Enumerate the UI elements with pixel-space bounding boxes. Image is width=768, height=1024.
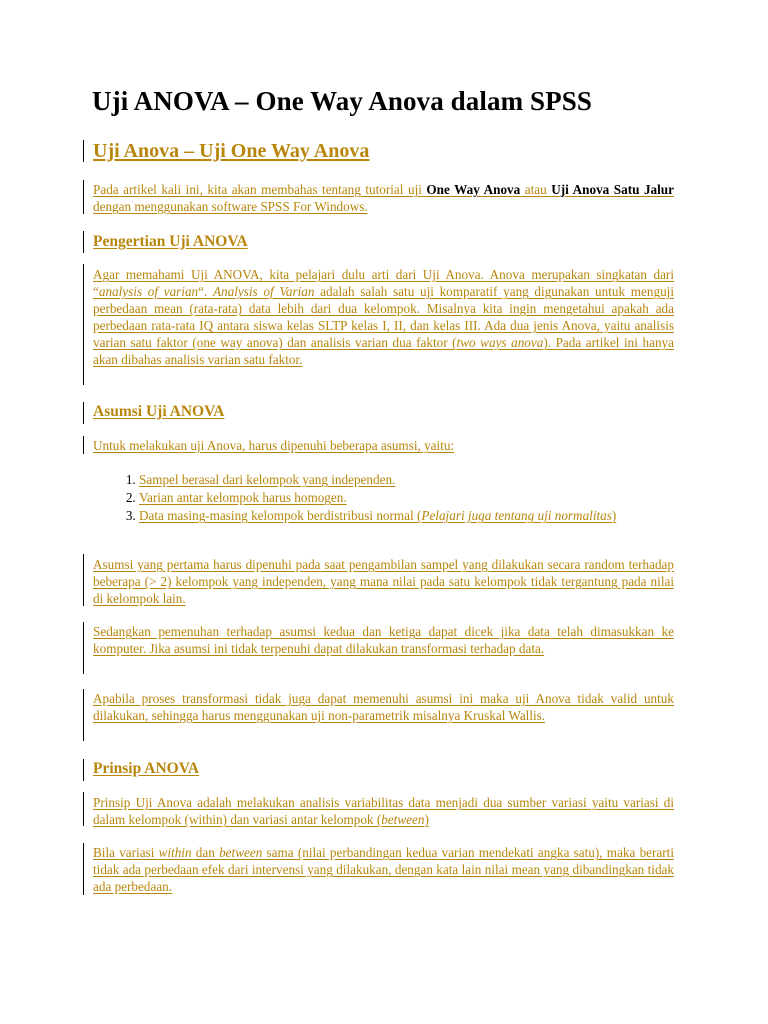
italic-run: within <box>158 845 192 860</box>
margin-bar <box>83 264 84 385</box>
asumsi-paragraph-3[interactable]: Apabila proses transformasi tidak juga dapat memenuhi asumsi ini maka uji Anova tidak valid untuk dilakukan, sehingga harus menggunakan uji non-parametrik misalnya Kruskal Wallis. <box>93 691 674 723</box>
pengertian-paragraph[interactable] <box>93 266 674 368</box>
heading-pengertian[interactable]: Pengertian Uji ANOVA <box>93 233 248 250</box>
text-run: Data masing-masing kelompok berdistribusi normal ( <box>139 508 422 523</box>
margin-bar <box>83 436 84 454</box>
margin-bar <box>83 843 84 895</box>
text-run: Bila variasi <box>93 845 159 860</box>
section-heading[interactable]: Uji Anova – Uji One Way Anova <box>93 140 370 162</box>
asumsi-lead[interactable]: Untuk melakukan uji Anova, harus dipenuhi beberapa asumsi, yaitu: <box>93 438 455 453</box>
margin-bar <box>83 231 84 253</box>
intro-bold: One Way Anova <box>426 182 521 197</box>
asumsi-paragraph-2[interactable]: Sedangkan pemenuhan terhadap asumsi kedua dan ketiga dapat dicek jika data telah dimasukkan ke komputer. Jika asumsi ini tidak terpenuhi dapat dilakukan transformasi terhadap data. <box>93 624 674 656</box>
margin-bar <box>83 792 84 826</box>
italic-run: between <box>381 812 425 827</box>
text-run: Prinsip Uji Anova adalah melakukan analisis variabilitas data menjadi dua sumber variasi yaitu variasi di dalam kelompok (within) dan variasi antar kelompok ( <box>93 795 674 827</box>
asumsi-paragraph-1[interactable]: Asumsi yang pertama harus dipenuhi pada saat pengambilan sampel yang dilakukan secara random terhadap beberapa (> 2) kelompok yang independen, yang mana nilai pada satu kelompok tidak tergantung pada nilai di kelompok lain. <box>93 557 674 606</box>
intro-text: Pada artikel kali ini, kita akan membahas tentang tutorial uji <box>93 182 427 197</box>
page-title: Uji ANOVA – One Way Anova dalam SPSS <box>92 86 592 116</box>
margin-bar <box>83 554 84 606</box>
list-item <box>139 507 674 524</box>
text-run: dan <box>191 845 220 860</box>
margin-bar <box>83 622 84 674</box>
asumsi-list <box>93 471 674 525</box>
heading-prinsip[interactable]: Prinsip ANOVA <box>93 760 200 777</box>
margin-bar <box>83 689 84 741</box>
intro-text: atau <box>520 182 552 197</box>
text-run: ) <box>424 812 429 827</box>
list-item-link[interactable] <box>139 508 616 523</box>
italic-run: Analysis of Varian <box>213 284 315 299</box>
italic-run: two ways anova <box>456 335 544 350</box>
list-item-link[interactable]: Varian antar kelompok harus homogen. <box>139 490 347 505</box>
intro-bold: Uji Anova Satu Jalur <box>551 182 674 197</box>
intro-text: dengan menggunakan software SPSS For Windows. <box>93 199 368 214</box>
italic-run: Pelajari juga tentang uji normalitas <box>421 508 612 523</box>
prinsip-paragraph-2[interactable] <box>93 844 674 895</box>
italic-run: between <box>219 845 263 860</box>
prinsip-paragraph-1[interactable] <box>93 794 674 828</box>
list-item-link[interactable]: Sampel berasal dari kelompok yang independen. <box>139 472 396 487</box>
margin-bar <box>83 180 84 214</box>
text-run: ) <box>611 508 617 523</box>
intro-paragraph[interactable] <box>93 181 674 215</box>
text-run: Agar memahami Uji ANOVA, kita pelajari dulu arti dari Uji Anova. Anova merupakan singkatan dari “ <box>93 267 674 299</box>
margin-bar <box>83 402 84 424</box>
text-run: adalah salah satu uji komparatif yang digunakan untuk menguji perbedaan mean (rata-rata) data lebih dari dua kelompok. Misalnya kita ingin mengetahui apakah ada perbedaan rata-rata IQ antara siswa kelas SLTP kelas I, II, dan kelas III. Ada dua jenis Anova, yaitu analisis varian satu faktor (one way anova) dan analisis varian dua faktor ( <box>93 284 674 350</box>
text-run: sama (nilai perbandingan kedua varian mendekati angka satu), maka berarti tidak ada perbedaan efek dari intervensi yang dilakukan, dengan kata lain nilai mean yang dibandingkan tidak ada perbedaan. <box>93 845 675 894</box>
text-run: “. <box>198 284 213 299</box>
margin-bar <box>83 140 84 162</box>
text-run: ). Pada artikel ini hanya akan dibahas analisis varian satu faktor. <box>93 335 674 367</box>
italic-run: analysis of varian <box>98 284 199 299</box>
list-item <box>139 471 674 488</box>
margin-bar <box>83 759 84 781</box>
heading-asumsi[interactable]: Asumsi Uji ANOVA <box>93 403 225 420</box>
list-item <box>139 489 674 506</box>
